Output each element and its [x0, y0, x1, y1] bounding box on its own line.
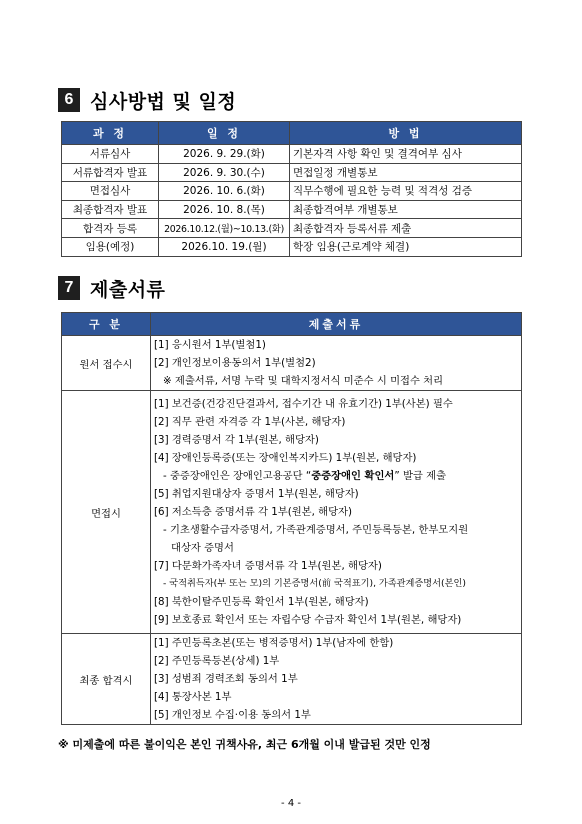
section-7-title: 제출서류 — [90, 278, 166, 301]
list-item — [151, 467, 521, 485]
schedule-process: 서류합격자 발표 — [62, 163, 159, 182]
section-7-number: 7 — [58, 276, 80, 300]
table-row — [62, 336, 522, 391]
list-item: [1] 주민등록초본(또는 병적증명서) 1부(남자에 한함) — [154, 637, 394, 649]
disabled-note-suffix: ” 발급 제출 — [394, 470, 447, 482]
list-item: [3] 경력증명서 각 1부(원본, 해당자) — [154, 434, 319, 446]
list-item: - 기초생활수급자증명서, 가족관계증명서, 주민등록등본, 한부모지원 — [163, 524, 469, 536]
list-item: [2] 주민등록등본(상세) 1부 — [154, 655, 280, 667]
documents-table — [61, 312, 522, 725]
table-row — [62, 634, 522, 725]
schedule-date: 2026.10. 19.(월) — [159, 237, 290, 256]
disabled-note-bold: 중증장애인 확인서 — [311, 470, 395, 482]
table-row — [62, 182, 522, 201]
schedule-date: 2026. 9. 29.(화) — [159, 145, 290, 164]
schedule-process: 서류심사 — [62, 145, 159, 164]
documents-header-category: 구 분 — [62, 313, 151, 336]
page-number: - 4 - — [281, 798, 301, 809]
schedule-header-date: 일 정 — [159, 122, 290, 145]
schedule-date: 2026. 10. 6.(화) — [159, 182, 290, 201]
table-row — [62, 391, 522, 634]
schedule-method: 면접일정 개별통보 — [290, 163, 522, 182]
list-item: [4] 장애인등록증(또는 장애인복지카드) 1부(원본, 해당자) — [154, 452, 417, 464]
category-application: 원서 접수시 — [62, 336, 151, 391]
list-item: [5] 취업지원대상자 증명서 1부(원본, 해당자) — [154, 488, 359, 500]
schedule-method: 최종합격자 등록서류 제출 — [290, 219, 522, 238]
schedule-date: 2026. 9. 30.(수) — [159, 163, 290, 182]
section-6-number: 6 — [58, 88, 80, 112]
schedule-process: 임용(예정) — [62, 237, 159, 256]
list-item: [3] 성범죄 경력조회 동의서 1부 — [154, 673, 298, 685]
table-row — [62, 163, 522, 182]
schedule-process: 최종합격자 발표 — [62, 200, 159, 219]
list-item: [1] 보건증(건강진단결과서, 접수기간 내 유효기간) 1부(사본) 필수 — [154, 398, 453, 410]
list-item: [1] 응시원서 1부(별첨1) — [154, 339, 266, 351]
application-documents — [151, 336, 522, 391]
list-item: 대상자 증명서 — [171, 542, 234, 554]
schedule-process: 면접심사 — [62, 182, 159, 201]
list-item: [2] 직무 관련 자격증 각 1부(사본, 해당자) — [154, 416, 346, 428]
list-item: [4] 통장사본 1부 — [154, 691, 232, 703]
list-item: - 국적취득자(부 또는 모)의 기본증명서(前 국적표기), 가족관계증명서(본인) — [163, 578, 466, 589]
section-7-heading — [58, 275, 165, 301]
list-item: [9] 보호종료 확인서 또는 자립수당 수급자 확인서 1부(원본, 해당자) — [154, 614, 462, 626]
schedule-method: 기본자격 사항 확인 및 결격여부 심사 — [290, 145, 522, 164]
schedule-table — [61, 121, 522, 257]
table-row — [62, 200, 522, 219]
schedule-header-process: 과 정 — [62, 122, 159, 145]
table-row — [62, 145, 522, 164]
table-row — [62, 219, 522, 238]
section-6-heading — [58, 87, 236, 113]
table-row — [62, 237, 522, 256]
schedule-process: 합격자 등록 — [62, 219, 159, 238]
schedule-method: 최종합격여부 개별통보 — [290, 200, 522, 219]
schedule-header-method: 방 법 — [290, 122, 522, 145]
documents-header-row — [62, 313, 522, 336]
final-documents — [151, 634, 522, 725]
category-interview: 면접시 — [62, 391, 151, 634]
list-item: [7] 다문화가족자녀 증명서류 각 1부(원본, 해당자) — [154, 560, 382, 572]
schedule-method: 직무수행에 필요한 능력 및 적격성 검증 — [290, 182, 522, 201]
list-item: [8] 북한이탈주민등록 확인서 1부(원본, 해당자) — [154, 596, 369, 608]
schedule-date: 2026. 10. 8.(목) — [159, 200, 290, 219]
schedule-header-row — [62, 122, 522, 145]
category-final: 최종 합격시 — [62, 634, 151, 725]
list-item: [6] 저소득층 증명서류 각 1부(원본, 해당자) — [154, 506, 353, 518]
interview-documents — [151, 391, 522, 634]
list-item: [5] 개인정보 수집·이용 동의서 1부 — [154, 709, 311, 721]
documents-header-documents: 제출서류 — [151, 313, 522, 336]
list-item: ※ 제출서류, 서명 누락 및 대학지정서식 미준수 시 미접수 처리 — [163, 375, 444, 387]
section-6-title: 심사방법 및 일정 — [90, 90, 237, 113]
list-item: [2] 개인정보이용동의서 1부(별첨2) — [154, 357, 316, 369]
schedule-method: 학장 임용(근로계약 체결) — [290, 237, 522, 256]
schedule-date: 2026.10.12.(월)~10.13.(화) — [159, 219, 290, 238]
disclaimer-note: ※ 미제출에 따른 불이익은 본인 귀책사유, 최근 6개월 이내 발급된 것만 인정 — [58, 738, 431, 751]
disabled-note-prefix: - 중증장애인은 장애인고용공단 “ — [163, 470, 312, 482]
